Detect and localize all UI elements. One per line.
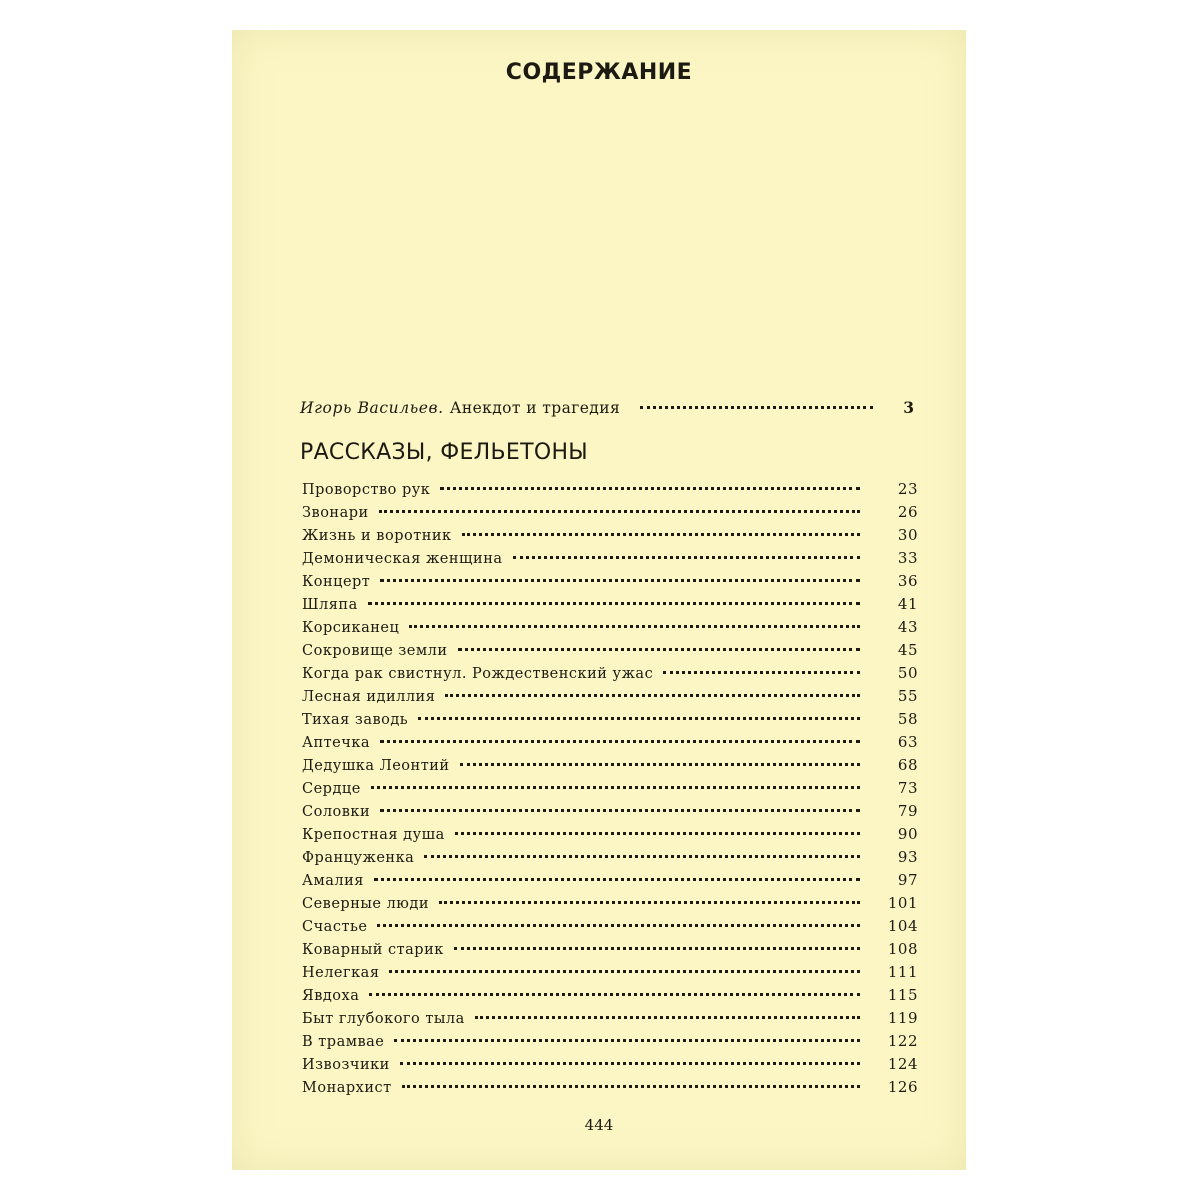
- toc-entry-page-number: 119: [887, 1009, 918, 1027]
- toc-entry: [302, 917, 918, 940]
- toc-entry-title: Шляпа: [302, 597, 358, 613]
- dot-leader: [455, 832, 860, 835]
- preface-page-number: 3: [903, 398, 914, 417]
- dot-leader: [409, 625, 860, 628]
- preface-work-title: Анекдот и трагедия: [449, 399, 621, 417]
- dot-leader: [418, 717, 860, 720]
- dot-leader: [379, 510, 860, 513]
- toc-entry-page-number: 58: [897, 710, 918, 728]
- dot-leader: [377, 924, 860, 927]
- toc-entry: [302, 894, 918, 917]
- dot-leader: [440, 487, 860, 490]
- toc-entry-title: Сердце: [302, 781, 361, 797]
- toc-entry-page-number: 50: [897, 664, 918, 682]
- toc-entry-page-number: 122: [887, 1032, 918, 1050]
- toc-entry-title: Северные люди: [302, 896, 430, 912]
- dot-leader: [371, 786, 860, 789]
- dot-leader: [368, 602, 860, 605]
- dot-leader: [460, 763, 860, 766]
- toc-entry-title: Быт глубокого тыла: [302, 1011, 465, 1027]
- toc-entry-title: Сокровище земли: [302, 643, 448, 659]
- toc-entry-page-number: 43: [897, 618, 918, 636]
- dot-leader: [402, 1085, 860, 1088]
- page-title: СОДЕРЖАНИЕ: [505, 60, 693, 85]
- toc-entry: [302, 871, 918, 894]
- dot-leader: [663, 671, 860, 674]
- dot-leader: [380, 740, 860, 743]
- preface-author: Игорь Васильев.: [300, 399, 444, 417]
- dot-leader: [439, 901, 860, 904]
- toc-entry: [302, 1009, 918, 1032]
- toc-entry: [302, 1032, 918, 1055]
- toc-entry-title: Концерт: [302, 574, 371, 590]
- dot-leader: [369, 993, 860, 996]
- toc-entry: [302, 549, 918, 572]
- toc-entry-title: Лесная идиллия: [302, 689, 436, 705]
- toc-entry: [302, 963, 918, 986]
- toc-entry: [302, 572, 918, 595]
- toc-entry-page-number: 30: [897, 526, 918, 544]
- toc-entry: [302, 595, 918, 618]
- toc-entry-title: Демоническая женщина: [302, 551, 503, 567]
- toc-entry: [302, 848, 918, 871]
- dot-leader: [374, 878, 860, 881]
- toc-entry-page-number: 73: [897, 779, 918, 797]
- book-page: [232, 30, 966, 1170]
- toc-entry-title: Крепостная душа: [302, 827, 445, 843]
- toc-entry: [302, 687, 918, 710]
- folio-page-number: 444: [584, 1116, 614, 1134]
- toc-entry-title: Француженка: [302, 850, 415, 866]
- toc-entry-page-number: 97: [897, 871, 918, 889]
- toc-entry: [302, 526, 918, 549]
- toc-entry-page-number: 45: [897, 641, 918, 659]
- toc-entry-page-number: 93: [897, 848, 918, 866]
- toc-entry-page-number: 33: [897, 549, 918, 567]
- toc-entry: [302, 641, 918, 664]
- dot-leader: [389, 970, 860, 973]
- toc-entry: [302, 733, 918, 756]
- section-heading: РАССКАЗЫ, ФЕЛЬЕТОНЫ: [300, 440, 588, 465]
- toc-entry-page-number: 104: [887, 917, 918, 935]
- toc-entry-page-number: 124: [887, 1055, 918, 1073]
- dot-leader: [424, 855, 860, 858]
- toc-entry-page-number: 41: [897, 595, 918, 613]
- preface-entry: [300, 398, 914, 422]
- toc-entry-title: Проворство рук: [302, 482, 431, 498]
- toc-entry-title: Тихая заводь: [302, 712, 409, 728]
- toc-entry-title: Явдоха: [302, 988, 360, 1004]
- dot-leader: [394, 1039, 860, 1042]
- dot-leader: [462, 533, 860, 536]
- toc-entry-title: Корсиканец: [302, 620, 400, 636]
- toc-entry-title: В трамвае: [302, 1034, 385, 1050]
- toc-entry-title: Соловки: [302, 804, 371, 820]
- toc-entry-page-number: 79: [897, 802, 918, 820]
- toc-entry-page-number: 111: [887, 963, 918, 981]
- dot-leader: [380, 809, 860, 812]
- toc-entry: [302, 779, 918, 802]
- toc-entry-page-number: 68: [897, 756, 918, 774]
- toc-entry-page-number: 126: [887, 1078, 918, 1096]
- toc-entry-title: Нелегкая: [302, 965, 380, 981]
- toc-entry-page-number: 63: [897, 733, 918, 751]
- dot-leader: [400, 1062, 860, 1065]
- toc-entry: [302, 664, 918, 687]
- dot-leader: [445, 694, 860, 697]
- toc-entry-page-number: 26: [897, 503, 918, 521]
- toc-entry: [302, 480, 918, 503]
- toc-entry: [302, 802, 918, 825]
- toc-entry-page-number: 55: [897, 687, 918, 705]
- toc-entry-page-number: 23: [897, 480, 918, 498]
- toc-entry: [302, 756, 918, 779]
- toc-entry-page-number: 115: [887, 986, 918, 1004]
- toc-entry: [302, 986, 918, 1009]
- toc-entry-page-number: 36: [897, 572, 918, 590]
- toc-list: [302, 480, 918, 1101]
- toc-entry: [302, 1078, 918, 1101]
- toc-entry-page-number: 101: [887, 894, 918, 912]
- dot-leader: [380, 579, 860, 582]
- toc-entry: [302, 618, 918, 641]
- toc-entry: [302, 825, 918, 848]
- dot-leader: [475, 1016, 860, 1019]
- toc-entry: [302, 1055, 918, 1078]
- toc-entry-title: Дедушка Леонтий: [302, 758, 450, 774]
- toc-entry-title: Счастье: [302, 919, 368, 935]
- dot-leader: [640, 406, 873, 409]
- toc-entry: [302, 710, 918, 733]
- toc-entry: [302, 503, 918, 526]
- toc-entry-title: Жизнь и воротник: [302, 528, 452, 544]
- toc-entry-title: Аптечка: [302, 735, 371, 751]
- toc-entry-title: Коварный старик: [302, 942, 444, 958]
- dot-leader: [513, 556, 861, 559]
- toc-entry-title: Когда рак свистнул. Рождественский ужас: [302, 666, 654, 682]
- toc-entry-page-number: 90: [897, 825, 918, 843]
- toc-entry-title: Звонари: [302, 505, 369, 521]
- dot-leader: [458, 648, 860, 651]
- toc-entry-title: Монархист: [302, 1080, 392, 1096]
- toc-entry-page-number: 108: [887, 940, 918, 958]
- toc-entry-title: Извозчики: [302, 1057, 390, 1073]
- dot-leader: [454, 947, 860, 950]
- toc-entry-title: Амалия: [302, 873, 364, 889]
- toc-entry: [302, 940, 918, 963]
